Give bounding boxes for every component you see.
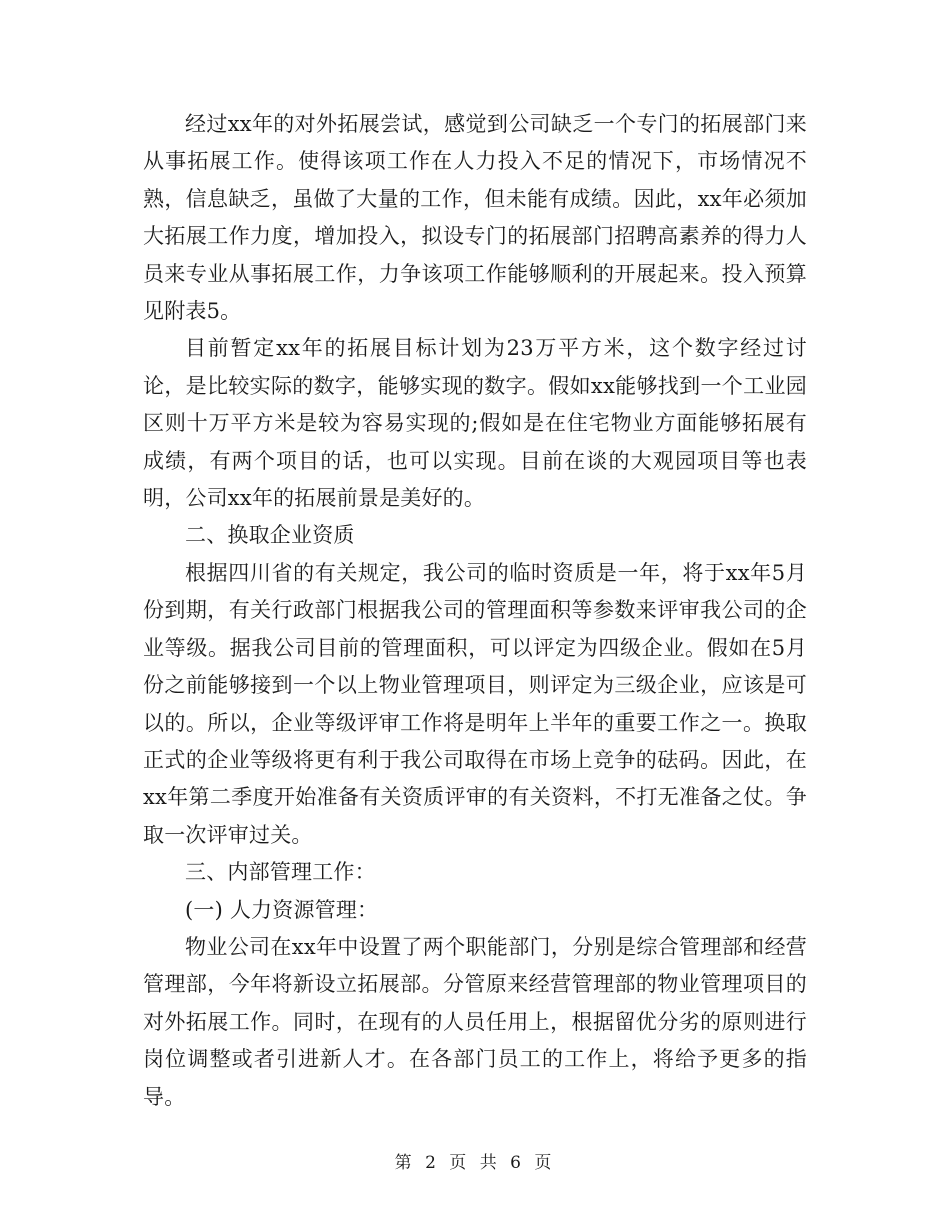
paragraph-expansion-review: 经过xx年的对外拓展尝试，感觉到公司缺乏一个专门的拓展部门来从事拓展工作。使得该项工作在人力投入不足的情况下，市场情况不熟，信息缺乏，虽做了大量的工作，但未能有成绩。因此，xx年必须加大拓展工作力度，增加投入，拟设专门的拓展部门招聘高素养的得力人员来专业从事拓展工作，力争该项工作能够顺利的开展起来。投入预算见附表5。 xyxy=(143,112,807,324)
subsection-heading-hr: (一) 人力资源管理： xyxy=(185,897,379,922)
section-heading-qualification: 二、换取企业资质 xyxy=(185,523,355,548)
paragraph-expansion-target: 目前暂定xx年的拓展目标计划为23万平方米，这个数字经过讨论，是比较实际的数字，能够实现的数字。假如xx能够找到一个工业园区则十万平方米是较为容易实现的;假如是在住宅物业方面能够拓展有成绩，有两个项目的话，也可以实现。目前在谈的大观园项目等也表明，公司xx年的拓展前景是美好的。 xyxy=(143,336,807,511)
paragraph-qualification: 根据四川省的有关规定，我公司的临时资质是一年，将于xx年5月份到期，有关行政部门根据我公司的管理面积等参数来评审我公司的企业等级。据我公司目前的管理面积，可以评定为四级企业。假如在5月份之前能够接到一个以上物业管理项目，则评定为三级企业，应该是可以的。所以，企业等级评审工作将是明年上半年的重要工作之一。换取正式的企业等级将更有利于我公司取得在市场上竞争的砝码。因此，在xx年第二季度开始准备有关资质评审的有关资料，不打无准备之仗。争取一次评审过关。 xyxy=(143,560,807,847)
page-number-footer: 第 2 页 共 6 页 xyxy=(394,1153,556,1173)
section-heading-internal-management: 三、内部管理工作： xyxy=(185,860,376,885)
paragraph-hr: 物业公司在xx年中设置了两个职能部门，分别是综合管理部和经营管理部，今年将新设立拓展部。分管原来经营管理部的物业管理项目的对外拓展工作。同时，在现有的人员任用上，根据留优分劣的原则进行岗位调整或者引进新人才。在各部门员工的工作上，将给予更多的指导。 xyxy=(143,934,807,1109)
document-body xyxy=(143,106,807,1116)
